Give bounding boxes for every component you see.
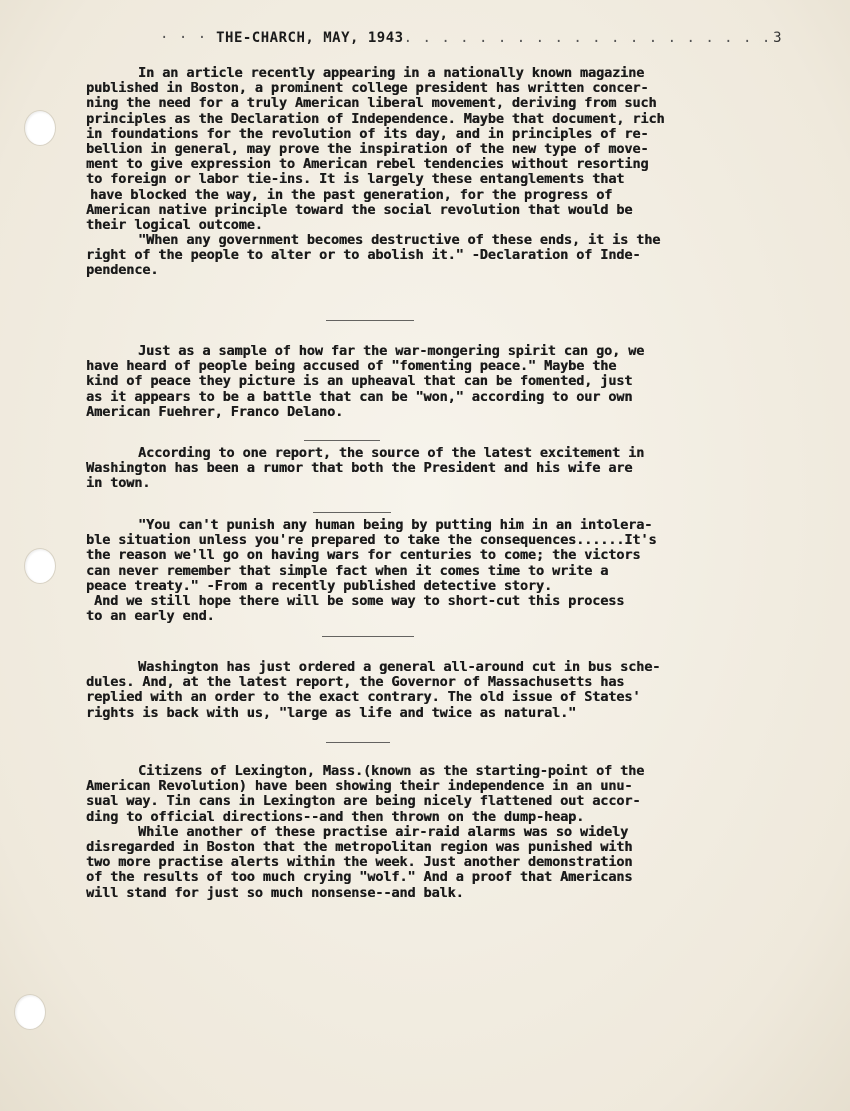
text-line: bellion in general, may prove the inspiration of the new type of move- <box>86 140 649 157</box>
text-line: two more practise alerts within the week. Just another demonstration <box>86 854 633 871</box>
section-divider <box>313 512 391 513</box>
text-line: the reason we'll go on having wars for centuries to come; the victors <box>86 547 641 564</box>
page-number: 3 <box>773 30 782 46</box>
article-paragraph <box>86 66 816 279</box>
text-line: right of the people to alter or to abolish it." -Declaration of Inde- <box>86 247 641 264</box>
binder-hole <box>14 994 46 1030</box>
text-line: kind of peace they picture is an upheaval that can be fomented, just <box>86 373 633 390</box>
binder-hole <box>24 110 56 146</box>
text-line: published in Boston, a prominent college president has written concer- <box>86 80 649 97</box>
article-paragraph <box>86 446 816 492</box>
text-line: as it appears to be a battle that can be "won," according to our own <box>86 388 633 405</box>
text-line: In an article recently appearing in a nationally known magazine <box>138 65 645 81</box>
text-line: "You can't punish any human being by putting him in an intolera- <box>138 517 653 533</box>
text-line: And we still hope there will be some way to short-cut this process <box>94 592 625 609</box>
text-line: rights is back with us, "large as life and twice as natural." <box>86 704 577 721</box>
text-line: ning the need for a truly American liberal movement, deriving from such <box>86 95 657 112</box>
text-line: While another of these practise air-raid alarms was so widely <box>138 823 629 840</box>
text-line: According to one report, the source of the latest excitement in <box>138 445 645 461</box>
text-line: have blocked the way, in the past generation, for the progress of <box>90 186 613 203</box>
text-line: ment to give expression to American rebel tendencies without resorting <box>86 156 649 173</box>
text-line: Washington has just ordered a general all-around cut in bus sche- <box>138 659 661 675</box>
text-line: American Fuehrer, Franco Delano. <box>86 403 344 420</box>
page-header: · · · THE-CHARCH, MAY, 1943. . . . . . . . . . . . . . . . . . . . 3 <box>160 30 782 46</box>
text-line: to an early end. <box>86 608 215 625</box>
section-divider <box>326 320 414 321</box>
header-title: THE-CHARCH, MAY, 1943 <box>216 30 404 46</box>
text-line: in town. <box>86 475 151 492</box>
text-line: "When any government becomes destructive of these ends, it is the <box>138 232 661 249</box>
article-paragraph <box>86 660 816 721</box>
text-line: can never remember that simple fact when it comes time to write a <box>86 562 609 579</box>
text-line: ding to official directions--and then thrown on the dump-heap. <box>86 808 585 825</box>
text-line: Washington has been a rumor that both the President and his wife are <box>86 460 633 477</box>
article-paragraph <box>86 518 816 624</box>
section-divider <box>304 440 380 441</box>
text-line: have heard of people being accused of "fomenting peace." Maybe the <box>86 358 617 375</box>
text-line: to foreign or labor tie-ins. It is largely these entanglements that <box>86 171 625 188</box>
text-line: of the results of too much crying "wolf." And a proof that Americans <box>86 869 633 886</box>
section-divider <box>326 742 390 743</box>
text-line: will stand for just so much nonsense--and balk. <box>86 884 464 901</box>
text-line: Just as a sample of how far the war-mongering spirit can go, we <box>138 343 645 359</box>
text-line: Citizens of Lexington, Mass.(known as the starting-point of the <box>138 763 645 779</box>
text-line: peace treaty." -From a recently published detective story. <box>86 577 552 594</box>
text-line: in foundations for the revolution of its day, and in principles of re- <box>86 125 649 142</box>
text-line: dules. And, at the latest report, the Governor of Massachusetts has <box>86 674 625 691</box>
text-line: sual way. Tin cans in Lexington are being nicely flattened out accor- <box>86 793 641 810</box>
section-divider <box>322 636 414 637</box>
binder-hole <box>24 548 56 584</box>
text-line: ble situation unless you're prepared to take the consequences......It's <box>86 532 657 549</box>
article-paragraph <box>86 344 816 420</box>
text-line: American Revolution) have been showing their independence in an unu- <box>86 778 633 795</box>
article-paragraph <box>86 764 816 901</box>
text-line: American native principle toward the social revolution that would be <box>86 201 633 218</box>
text-line: their logical outcome. <box>86 216 263 233</box>
text-line: replied with an order to the exact contrary. The old issue of States' <box>86 689 641 706</box>
text-line: disregarded in Boston that the metropolitan region was punished with <box>86 838 633 855</box>
text-line: pendence. <box>86 262 159 279</box>
text-line: principles as the Declaration of Independence. Maybe that document, rich <box>86 110 665 127</box>
